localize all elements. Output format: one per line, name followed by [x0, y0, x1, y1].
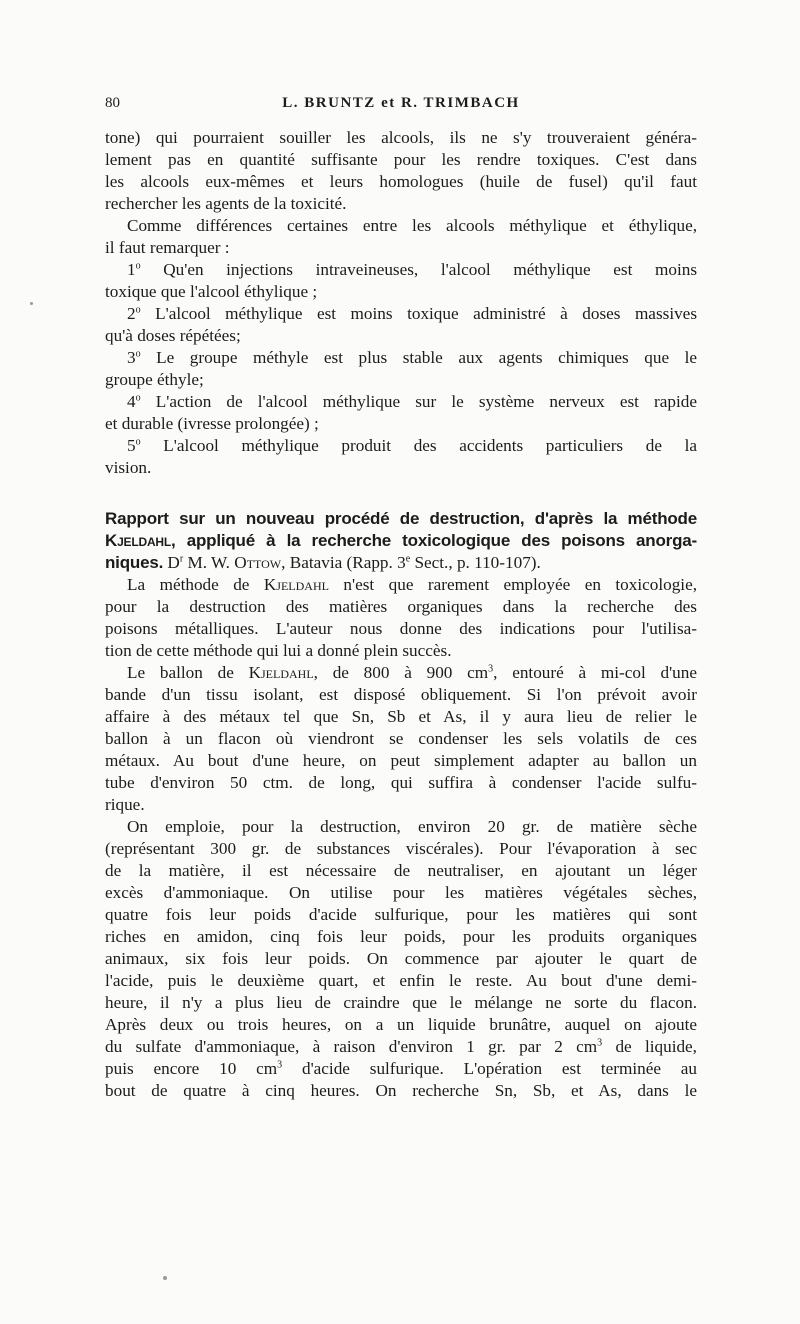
text-line: heure, il n'y a plus lieu de craindre que le mélange ne sorte du flacon. — [105, 993, 697, 1012]
print-speck — [30, 302, 33, 305]
text-line: rique. — [105, 795, 145, 814]
text-line: l'acide, puis le deuxième quart, et enfin le reste. Au bout d'une demi- — [105, 971, 697, 990]
page-number: 80 — [105, 95, 120, 111]
list-number: 1 — [127, 260, 136, 279]
author-title: D — [167, 553, 180, 572]
text-line: et durable (ivresse prolongée) ; — [105, 414, 319, 433]
text-line: Le ballon de Kjeldahl, de 800 à 900 $cm^3$, entouré à mi-col d'une — [127, 663, 697, 682]
text-line: groupe éthyle; — [105, 370, 204, 389]
list-number: 2 — [127, 304, 136, 323]
text-line: ballon à un flacon où viendront se condenser les sels volatils de ces — [105, 729, 697, 748]
body-text — [105, 127, 697, 1102]
ordinal-sup: o — [135, 436, 141, 448]
text-line: affaire à des métaux tel que Sn, Sb et As, il y aura lieu de relier le — [105, 707, 697, 726]
section-gap — [105, 479, 697, 508]
list-item — [105, 259, 697, 303]
text-line: excès d'ammoniaque. On utilise pour les matières végétales sèches, — [105, 883, 697, 902]
text-line: On emploie, pour la destruction, environ 20 gr. de matière sèche — [127, 817, 697, 836]
text-line: bout de quatre à cinq heures. On recherche Sn, Sb, et As, dans le — [105, 1081, 697, 1100]
list-number: 5 — [127, 436, 136, 455]
text-line — [105, 259, 697, 281]
text-line: poisons métalliques. L'auteur nous donne des indications pour l'utilisa- — [105, 619, 697, 638]
paragraph-method-intro — [105, 574, 697, 662]
kjeldahl-name: Kjeldahl — [248, 663, 314, 682]
text-line: animaux, six fois leur poids. On commence par ajouter le quart de — [105, 949, 697, 968]
text-line: puis encore 10 $cm^3$ d'acide sulfurique. L'opération est terminée au — [105, 1059, 698, 1078]
text-line: quatre fois leur poids d'acide sulfurique, pour les matières qui sont — [105, 905, 697, 924]
text-line: tube d'environ 50 ctm. de long, qui suffira à condenser l'acide sulfu- — [105, 773, 697, 792]
kjeldahl-name: Kjeldahl — [105, 531, 172, 550]
list-item — [105, 391, 697, 435]
list-item — [105, 303, 697, 347]
list-text: Qu'en injections intraveineuses, l'alcool méthylique est moins — [163, 260, 698, 279]
text-line: vision. — [105, 458, 152, 477]
kjeldahl-name: Kjeldahl — [263, 575, 329, 594]
text-line: riches en amidon, cinq fois leur poids, pour les produits organiques — [105, 927, 697, 946]
list-number: 3 — [127, 348, 136, 367]
text-line — [105, 391, 697, 413]
text-line: les alcools eux-mêmes et leurs homologues (huile de fusel) qu'il faut — [105, 172, 697, 191]
list-text: L'alcool méthylique produit des accidents particuliers de la — [163, 436, 698, 455]
page-header — [105, 95, 697, 117]
paragraph-procedure — [105, 816, 697, 1102]
text-line: bande d'un tissu isolant, est disposé obliquement. Si l'on prévoit avoir — [105, 685, 697, 704]
text-line: métaux. Au bout d'une heure, on peut simplement adapter au ballon un — [105, 751, 697, 770]
text-line: pour la destruction des matières organiques dans la recherche des — [105, 597, 697, 616]
author-name: Ottow — [234, 553, 282, 572]
text-line: il faut remarquer : — [105, 238, 230, 257]
text-line — [105, 303, 697, 325]
list-text: L'action de l'alcool méthylique sur le système nerveux est rapide — [155, 392, 697, 411]
paragraph-differences — [105, 215, 697, 259]
heading-line: Rapport sur un nouveau procédé de destruction, d'après la méthode — [105, 509, 697, 528]
text-line: qu'à doses répétées; — [105, 326, 241, 345]
text-line: du sulfate d'ammoniaque, à raison d'environ 1 gr. par 2 $cm^3$ de liquide, — [105, 1037, 697, 1056]
ordinal-sup: o — [135, 348, 141, 360]
text-line: rechercher les agents de la toxicité. — [105, 194, 347, 213]
running-head: L. BRUNTZ et R. TRIMBACH — [282, 95, 520, 111]
numbered-list — [105, 259, 697, 479]
heading-line: niques. $D^r$ M. W. Ottow, Batavia (Rapp. 3e Sect., p. 110-107). — [105, 553, 541, 572]
source-ref: , Batavia (Rapp. 3 — [281, 553, 406, 572]
heading-line: Kjeldahl, appliqué à la recherche toxicologique des poisons anorga- — [105, 531, 697, 550]
print-speck — [163, 1276, 167, 1280]
text-line: Après deux ou trois heures, on a un liquide brunâtre, auquel on ajoute — [105, 1015, 697, 1034]
text-line: toxique que l'alcool éthylique ; — [105, 282, 318, 301]
text-line: de la matière, il est nécessaire de neutraliser, en ajoutant un léger — [105, 861, 697, 880]
paragraph-toxicity-agents — [105, 127, 697, 215]
text-line — [105, 347, 697, 369]
text-line: tion de cette méthode qui lui a donné plein succès. — [105, 641, 452, 660]
list-text: Le groupe méthyle est plus stable aux agents chimiques que le — [156, 348, 697, 367]
list-text: L'alcool méthylique est moins toxique administré à doses massives — [155, 304, 698, 323]
text-line — [105, 435, 697, 457]
list-item — [105, 347, 697, 391]
list-item — [105, 435, 697, 479]
text-line: La méthode de Kjeldahl n'est que rarement employée en toxicologie, — [127, 575, 697, 594]
author-initials: M. W. — [187, 553, 230, 572]
text-line: lement pas en quantité suffisante pour les rendre toxiques. C'est dans — [105, 150, 697, 169]
ordinal-sup: o — [135, 304, 141, 316]
text-line: Comme différences certaines entre les alcools méthylique et éthylique, — [127, 216, 697, 235]
section-heading — [105, 508, 697, 574]
text-line: tone) qui pourraient souiller les alcools, ils ne s'y trouveraient généra- — [105, 128, 697, 147]
heading-end: niques. — [105, 553, 164, 572]
ordinal-sup: o — [135, 260, 141, 272]
list-number: 4 — [127, 392, 136, 411]
ordinal-sup: o — [135, 392, 141, 404]
paragraph-flask — [105, 662, 697, 816]
text-line: (représentant 300 gr. de substances viscérales). Pour l'évaporation à sec — [105, 839, 697, 858]
